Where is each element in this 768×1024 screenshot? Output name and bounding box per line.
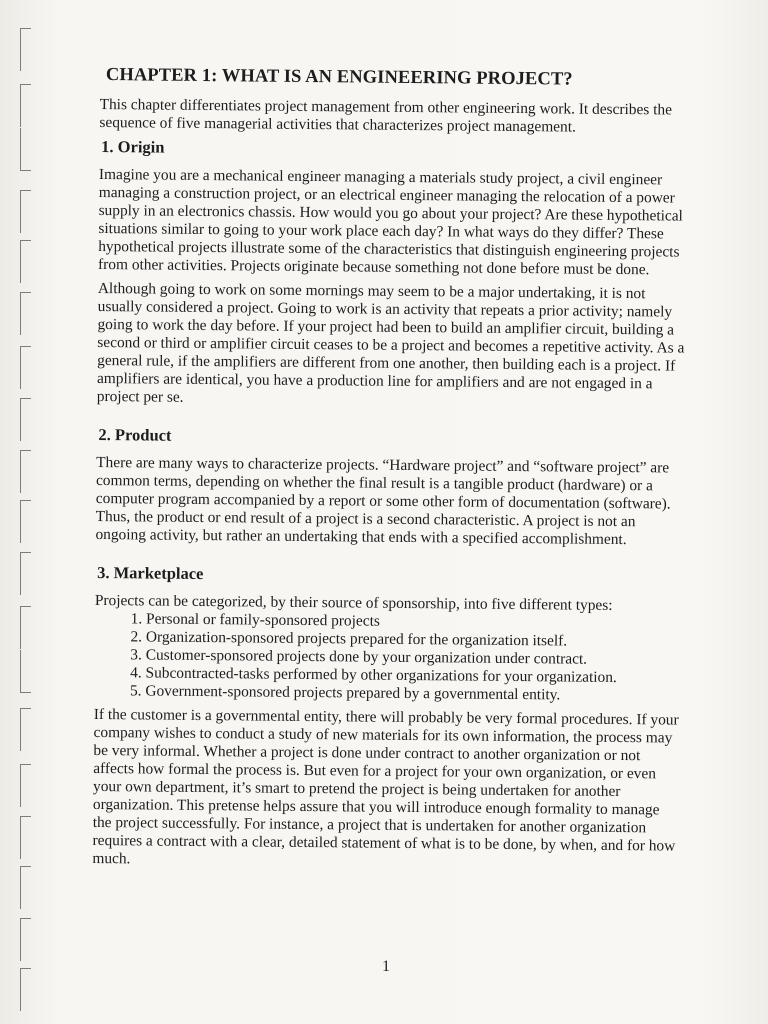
binder-hole-mark (20, 28, 31, 71)
binder-hole-mark (20, 500, 31, 543)
binder-hole-mark (20, 918, 31, 961)
binder-hole-mark (20, 292, 31, 335)
binder-hole-mark (20, 764, 31, 807)
chapter-intro: This chapter differentiates project management from other engineering work. It describes the sequence of five managerial activities that characterizes project management. (99, 95, 673, 136)
binder-hole-mark (20, 450, 31, 493)
binder-hole-mark (20, 650, 31, 693)
binder-margin (0, 0, 50, 1024)
list-item: 4. Subcontracted-tasks performed by other organizations for your organization. (130, 664, 617, 686)
sponsorship-list (130, 610, 683, 705)
section-paragraph: If the customer is a governmental entity, there will probably be very formal procedures. If your company wishes to conduct a study of new materials for its own information, the process may be very informal. Whether a project is done under contract to another organization or not affects how formal the process is. But even for a project for your own organization, or even your own department, it’s smart to pretend the project is being undertaken for another organization. This pretense helps assure that you will introduce enough formality to manage the project successfully. For instance, a project that is undertaken for another organization requires a contract with a clear, detailed statement of what is to be done, by when, and for how much. (92, 705, 679, 868)
list-item: 1. Personal or family-sponsored projects (130, 610, 380, 630)
section-paragraph: Imagine you are a mechanical engineer managing a materials study project, a civil engineer managing a construction project, or an electrical engineer managing the relocation of a power supply in an electronics chassis. How would you go about your project? Are these hypothetical situations similar to going to your work place each day? In what ways do they differ? These hypothetical projects illustrate some of the characteristics that distinguish engineering projects from other activities. Projects originate because something not done before must be done. (98, 165, 683, 279)
binder-hole-mark (20, 84, 31, 127)
page-content (92, 66, 688, 880)
binder-hole-mark (20, 398, 31, 441)
page-number: 1 (382, 958, 390, 975)
binder-hole-mark (20, 866, 31, 909)
list-item: 2. Organization-sponsored projects prepared for the organization itself. (130, 628, 568, 650)
binder-hole-mark (20, 606, 31, 649)
section-heading: 2. Product (98, 425, 172, 445)
binder-hole-mark (20, 708, 31, 751)
section-paragraph: There are many ways to characterize projects. “Hardware project” and “software project” are common terms, depending on whether the final result is a tangible product (hardware) or a computer program accompanied by a report or some other form of documentation (software). Thus, the product or end result of a project is a second characteristic. A project is not an ongoing activity, but rather an undertaking that ends with a specified accomplishment. (95, 453, 671, 549)
binder-hole-mark (20, 816, 31, 859)
list-item: 5. Government-sponsored projects prepared by a governmental entity. (129, 682, 561, 704)
binder-hole-mark (20, 346, 31, 389)
section-paragraph: Although going to work on some mornings may seem to be a major undertaking, it is not usually considered a project. Going to work is an activity that repeats a prior activity; namely going to work the day before. If your project had been to build an amplifier circuit, building a second or third or amplifier circuit ceases to be a project and becomes a repetitive activity. As a general rule, if the amplifiers are different from one another, then building each is a project. If amplifiers are identical, you have a production line for amplifiers and are not engaged in a project per se. (96, 279, 685, 406)
binder-hole-mark (20, 240, 31, 283)
section-heading: 1. Origin (101, 137, 165, 157)
binder-hole-mark (20, 128, 31, 171)
binder-hole-mark (20, 552, 31, 595)
list-item: 3. Customer-sponsored projects done by your organization under contract. (130, 646, 588, 668)
chapter-title: CHAPTER 1: WHAT IS AN ENGINEERING PROJECT? (105, 65, 573, 90)
binder-hole-mark (20, 968, 31, 1011)
binder-hole-mark (20, 190, 31, 233)
section-heading: 3. Marketplace (97, 562, 204, 584)
section-lead: Projects can be categorized, by their source of sponsorship, into five different types: (94, 591, 613, 614)
